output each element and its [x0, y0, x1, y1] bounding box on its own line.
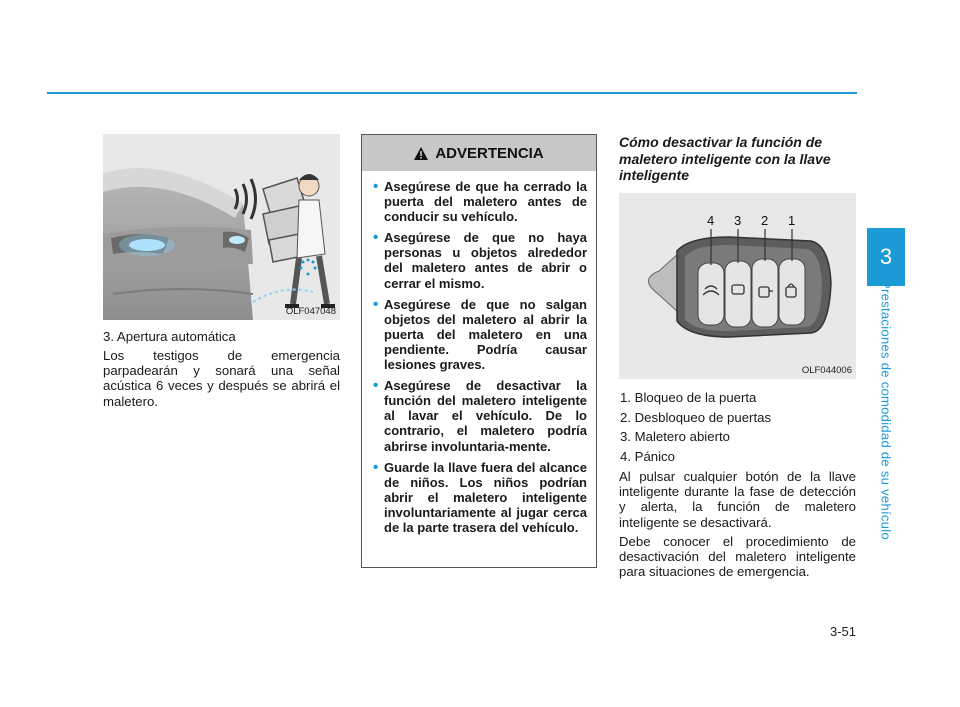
- list-item: 4. Pánico: [620, 448, 675, 464]
- warning-item: • Asegúrese de que ha cerrado la puerta del maletero antes de conducir su vehículo.: [374, 179, 587, 224]
- key-callout-4: 4: [707, 213, 715, 228]
- warning-item: • Asegúrese de desactivar la función del maletero inteligente al lavar el vehículo. De lo contrario, el maletero podría abrirse involuntaria-mente.: [374, 378, 587, 453]
- chapter-number: 3: [879, 244, 893, 269]
- warning-title: ADVERTENCIA: [435, 144, 544, 162]
- warning-header: [362, 135, 596, 171]
- warning-box: [361, 134, 597, 568]
- key-callout-2: 2: [761, 213, 769, 228]
- section-heading: Cómo desactivar la función de maletero inteligente con la llave inteligente: [619, 134, 831, 183]
- left-paragraph: Los testigos de emergencia parpadearán y sonará una señal acústica 6 veces y después se abrirá el maletero.: [103, 348, 340, 409]
- warning-item: • Guarde la llave fuera del alcance de niños. Los niños podrían abrir el maletero inteligente involuntariamente al jugar cerca de la parte trasera del vehículo.: [374, 460, 587, 535]
- key-callout-3: 3: [734, 213, 742, 228]
- figure-code: OLF047048: [285, 306, 336, 317]
- warning-item: • Asegúrese de que no salgan objetos del maletero al abrir la puerta del maletero en una pendiente. Podría causar lesiones graves.: [374, 297, 587, 372]
- header-rule: [47, 92, 857, 94]
- warning-triangle-icon: [414, 147, 428, 160]
- step-title: 3. Apertura automática: [103, 329, 236, 344]
- key-callout-1: 1: [788, 213, 796, 228]
- chapter-tab[interactable]: [867, 228, 905, 286]
- list-item: 2. Desbloqueo de puertas: [620, 409, 772, 425]
- right-paragraph-2: Debe conocer el procedimiento de desactivación del maletero inteligente para situaciones de emergencia.: [619, 534, 856, 580]
- trunk-illustration: [103, 134, 340, 320]
- warning-item: • Asegúrese de que no haya personas u objetos alrededor del maletero antes de abrir o cerrar el mismo.: [374, 230, 587, 290]
- button-list: [620, 388, 856, 466]
- page-number: 3-51: [829, 624, 856, 639]
- list-item: 3. Maletero abierto: [620, 429, 730, 444]
- car-trunk-drawing: [103, 134, 340, 320]
- chapter-title: Prestaciones de comodidad de su vehículo: [878, 280, 894, 540]
- figure-code: OLF044006: [801, 365, 852, 376]
- right-paragraph-1: Al pulsar cualquier botón de la llave inteligente durante la fase de detección y alerta, la función de maletero inteligente se desactivará.: [619, 469, 856, 530]
- list-item: 1. Bloqueo de la puerta: [620, 390, 757, 405]
- smart-key-illustration: [619, 193, 856, 379]
- smart-key-drawing: [619, 193, 856, 379]
- warning-list: [362, 171, 596, 535]
